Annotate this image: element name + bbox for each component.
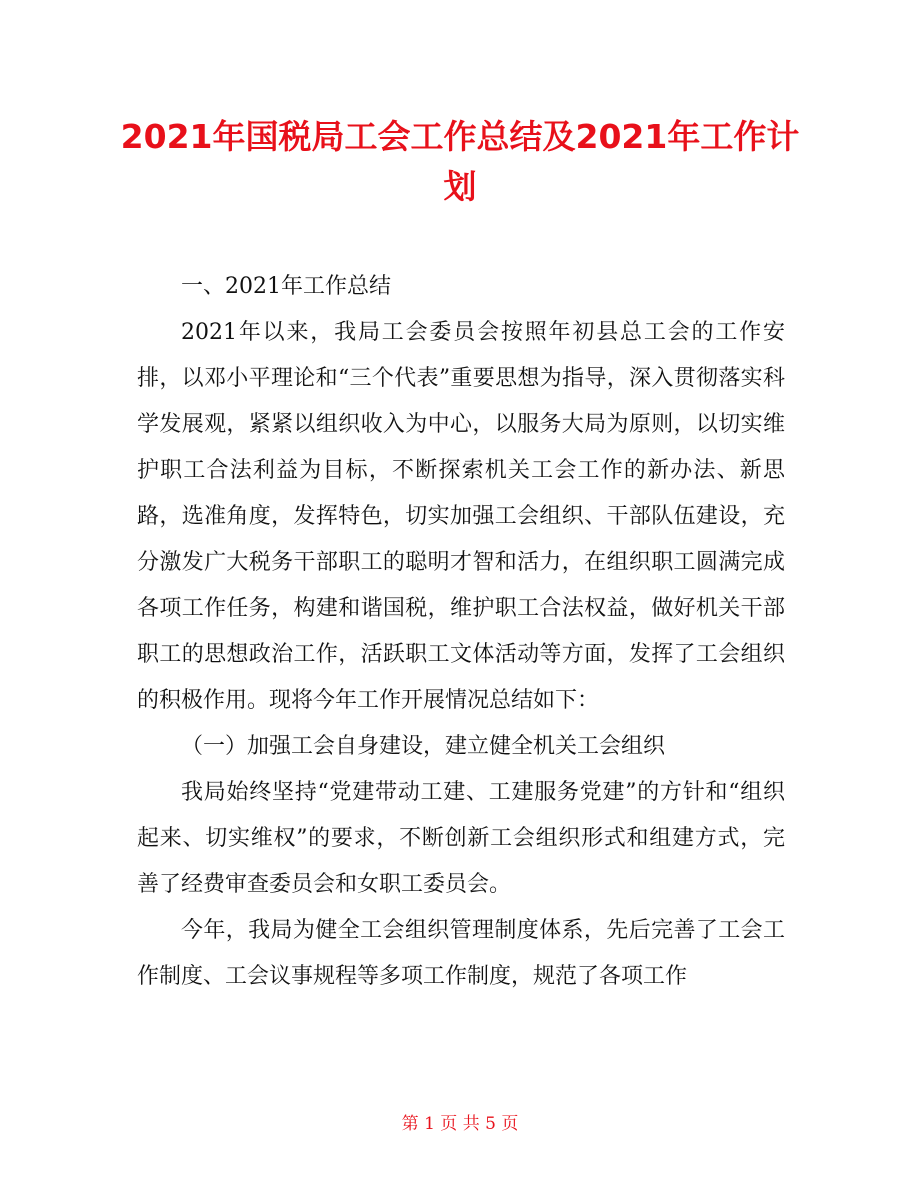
section-heading: 一、2021年工作总结 xyxy=(181,274,391,299)
subsection-heading: （一）加强工会自身建设，建立健全机关工会组织 xyxy=(181,734,666,759)
body-paragraph: 今年，我局为健全工会组织管理制度体系，先后完善了工会工作制度、工会议事规程等多项工作制度，规范了各项工作 xyxy=(137,918,785,989)
page-number-footer: 第 1 页 共 5 页 xyxy=(401,1114,519,1134)
document-body xyxy=(137,264,785,1000)
body-paragraph: 2021年以来，我局工会委员会按照年初县总工会的工作安排，以邓小平理论和“三个代表”重要思想为指导，深入贯彻落实科学发展观，紧紧以组织收入为中心，以服务大局为原则，以切实维护职工合法利益为目标，不断探索机关工会工作的新办法、新思路，选准角度，发挥特色，切实加强工会组织、干部队伍建设，充分激发广大税务干部职工的聪明才智和活力，在组织职工圆满完成各项工作任务，构建和谐国税，维护职工合法权益，做好机关干部职工的思想政治工作，活跃职工文体活动等方面，发挥了工会组织的积极作用。现将今年工作开展情况总结如下： xyxy=(137,320,785,713)
document-title: 2021年国税局工会工作总结及2021年工作计划 xyxy=(120,117,800,206)
body-paragraph: 我局始终坚持“党建带动工建、工建服务党建”的方针和“组织起来、切实维权”的要求，不断创新工会组织形式和组建方式，完善了经费审查委员会和女职工委员会。 xyxy=(137,780,785,897)
